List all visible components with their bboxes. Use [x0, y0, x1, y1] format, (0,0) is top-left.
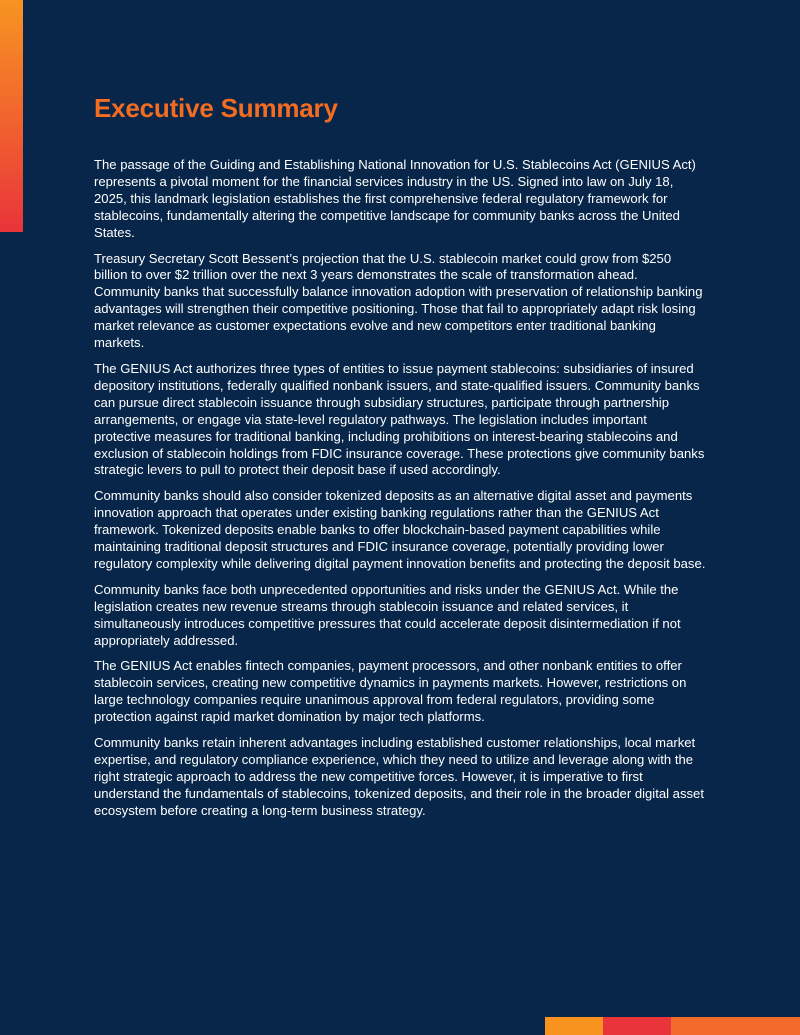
paragraph-5: Community banks face both unprecedented opportunities and risks under the GENIUS Act. While the legislation creates new revenue streams through stablecoin issuance and related services, it simultaneously introduces competitive pressures that could accelerate deposit disintermediation if not appropriately addressed. — [94, 581, 681, 648]
document-body — [94, 90, 706, 829]
paragraph-3: The GENIUS Act authorizes three types of entities to issue payment stablecoins: subsidiaries of insured depository institutions, federally qualified nonbank issuers, and state-qualified issuers. Community banks can pursue direct stablecoin issuance through subsidiary structures, participate through partnership arrangements, or engage via state-level regulatory pathways. The legislation includes important protective measures for traditional banking, including prohibitions on interest-bearing stablecoins and exclusion of stablecoin holdings from FDIC insurance coverage. These protections give community banks strategic levers to pull to protect their deposit base if used accordingly. — [94, 360, 705, 478]
footer-stripe-orange — [545, 1017, 603, 1035]
page-title: Executive Summary — [94, 93, 338, 123]
footer-stripe-red — [603, 1017, 671, 1035]
paragraph-1: The passage of the Guiding and Establishing National Innovation for U.S. Stablecoins Act (GENIUS Act) represents a pivotal moment for the financial services industry in the US. Signed into law on July 18, 2025, this landmark legislation establishes the first comprehensive federal regulatory framework for stablecoins, fundamentally altering the competitive landscape for community banks across the United States. — [94, 157, 696, 240]
paragraph-7: Community banks retain inherent advantages including established customer relationships, local market expertise, and regulatory compliance experience, which they need to utilize and leverage along with the right strategic approach to address the new competitive forces. However, it is imperative to first understand the fundamentals of stablecoins, tokenized deposits, and their role in the broader digital asset ecosystem before creating a long-term business strategy. — [94, 735, 704, 818]
paragraph-6: The GENIUS Act enables fintech companies, payment processors, and other nonbank entities to offer stablecoin services, creating new competitive dynamics in payments markets. However, restrictions on large technology companies require unanimous approval from federal regulators, providing some protection against rapid market domination by major tech platforms. — [94, 658, 687, 725]
left-accent-bar — [0, 0, 23, 232]
footer-stripe-orange-red — [671, 1017, 800, 1035]
paragraph-4: Community banks should also consider tokenized deposits as an alternative digital asset and payments innovation approach that operates under existing banking regulations rather than the GENIUS Act framework. Tokenized deposits enable banks to offer blockchain-based payment capabilities while maintaining traditional deposit structures and FDIC insurance coverage, potentially providing lower regulatory complexity while delivering digital payment innovation benefits and protecting the deposit base. — [94, 488, 706, 571]
paragraph-2: Treasury Secretary Scott Bessent’s projection that the U.S. stablecoin market could grow from $250 billion to over $2 trillion over the next 3 years demonstrates the scale of transformation ahead. Community banks that successfully balance innovation adoption with preservation of relationship banking advantages will strengthen their competitive positioning. Those that fail to appropriately adapt risk losing market relevance as customer expectations evolve and new competitors enter traditional banking markets. — [94, 250, 703, 351]
